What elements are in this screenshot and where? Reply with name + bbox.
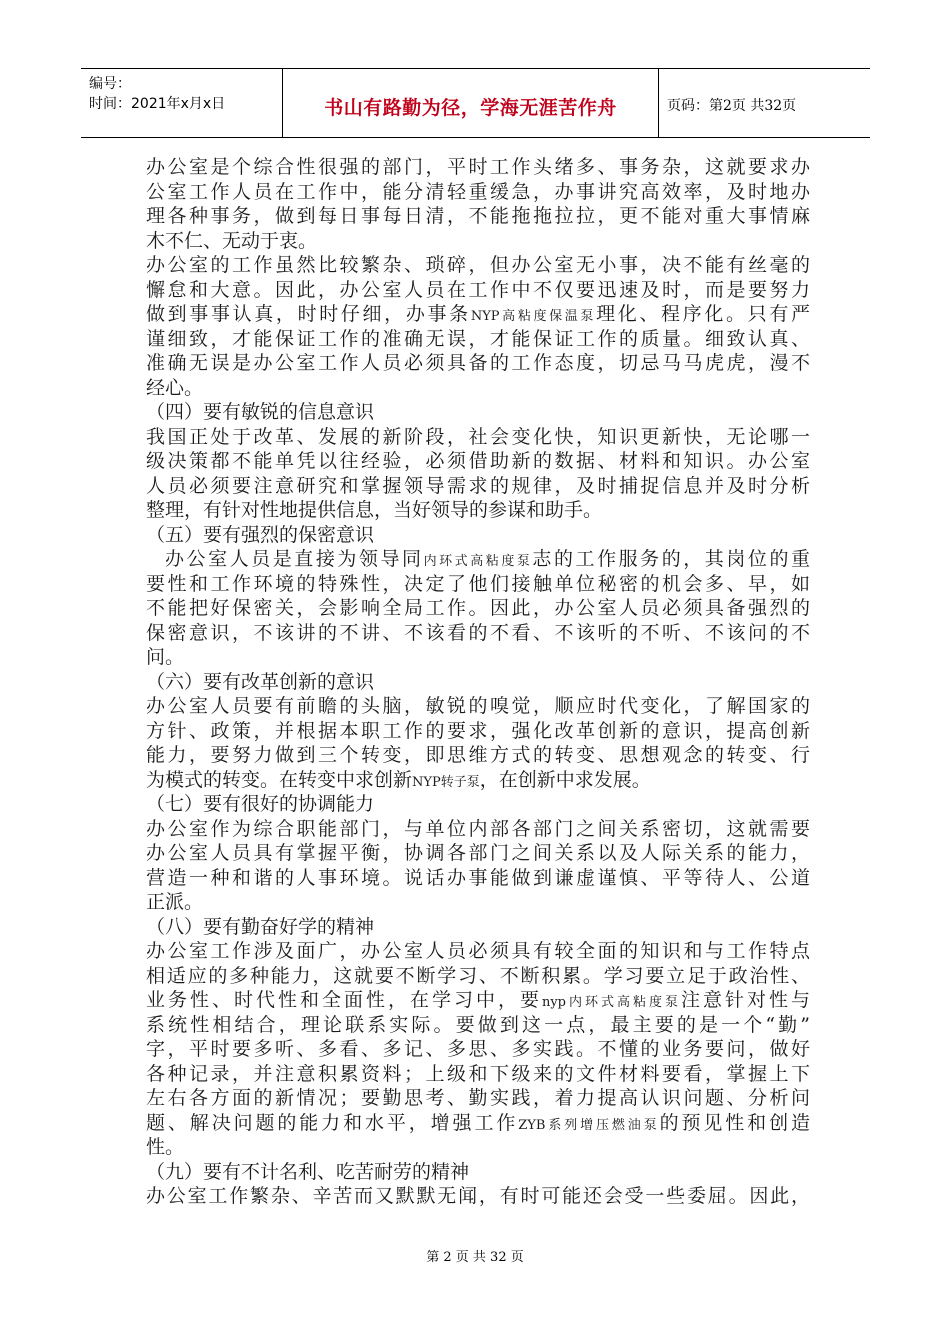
page-footer: 第 2 页 共 32 页: [426, 1250, 524, 1265]
section-heading: [146, 670, 810, 695]
text-line: [146, 155, 810, 180]
text-line: [146, 327, 810, 352]
line-text: 办公室工作涉及面广，办公室人员必须具有较全面的知识和与工作特点: [146, 940, 810, 962]
line-text: 级决策都不能单凭以往经验，必须借助新的数据、材料和知识。办公室: [146, 450, 810, 472]
text-line: [146, 547, 810, 572]
text-line: [146, 743, 810, 768]
line-text: 要性和工作环境的特殊性，决定了他们接触单位秘密的机会多、早，如: [146, 572, 810, 595]
text-line: [146, 964, 810, 989]
line-text: 办公室人员要有前瞻的头脑，敏锐的嗅觉，顺应时代变化，了解国家的: [146, 695, 810, 717]
line-text: 性。: [146, 1136, 185, 1158]
text-line: [146, 449, 810, 474]
text-line: [146, 841, 810, 866]
section-heading: [146, 523, 810, 548]
line-text: 为模式的转变。在转变中求创新: [146, 768, 413, 791]
text-line: [146, 253, 810, 278]
header-page-cell: [659, 69, 870, 137]
line-text: 理各种事务，做到每日事每日清，不能拖拖拉拉，更不能对重大事情麻: [146, 205, 810, 227]
line-text: 营造一种和谐的人事环境。说话办事能做到谦虚谨慎、平等待人、公道: [146, 866, 810, 889]
text-line: [146, 498, 810, 523]
section-heading: [146, 1160, 810, 1185]
line-text: 办公室人员具有掌握平衡，协调各部门之间关系以及人际关系的能力，: [146, 842, 810, 864]
page-header: [81, 68, 870, 138]
text-line: [146, 351, 810, 376]
line-text: （七）要有很好的协调能力: [146, 793, 375, 815]
line-text: 整理，有针对性地提供信息，当好领导的参谋和助手。: [146, 499, 603, 521]
section-heading: [146, 915, 810, 940]
line-text: 字，平时要多听、多看、多记、多思、多实践。不懂的业务要问，做好: [146, 1038, 810, 1060]
line-text: 正派。: [146, 891, 204, 913]
inline-product-name: ZYB系列增压燃油泵: [518, 1117, 660, 1133]
text-line: [146, 1111, 810, 1136]
text-line: [146, 1184, 810, 1209]
line-text: 做到事事认真，时时仔细，办事条: [146, 303, 471, 325]
text-line: [146, 817, 810, 842]
line-text: 办公室是个综合性很强的部门，平时工作头绪多、事务杂，这就要求办: [146, 156, 810, 178]
line-text: 系统性相结合，理论联系实际。要做到这一点，最主要的是一个“勤”: [146, 1013, 810, 1036]
document-body: [146, 155, 810, 1209]
line-text: （六）要有改革创新的意识: [146, 670, 375, 693]
line-text: 办公室人员是直接为领导同: [165, 548, 424, 570]
inline-product-name: NYP高粘度保温泵: [470, 309, 597, 324]
section-heading: [146, 792, 810, 817]
line-text: 相适应的多种能力，这就要不断学习、不断积累。学习要立足于政治性、: [146, 964, 810, 987]
line-text: 方针、政策，并根据本职工作的要求，强化改革创新的意识，提高创新: [146, 719, 810, 742]
line-text: （五）要有强烈的保密意识: [146, 523, 375, 546]
line-text-continued: 理化、程序化。只有严: [596, 303, 810, 325]
line-text: 保密意识，不该讲的不讲、不该看的不看、不该听的不听、不该问的不: [146, 621, 810, 644]
text-line: [146, 694, 810, 719]
line-text: 办公室工作繁杂、辛苦而又默默无闻，有时可能还会受一些委屈。因此，: [146, 1185, 810, 1207]
motto-text: 书山有路勤为径，学海无涯苦作舟: [324, 97, 617, 119]
line-text: 左右各方面的新情况；要勤思考、勤实践，着力提高认识问题、分析问: [146, 1087, 810, 1109]
line-text: 题、解决问题的能力和水平，增强工作: [146, 1111, 519, 1134]
text-line: [146, 376, 810, 401]
document-id-label: 编号：: [89, 76, 131, 92]
line-text: 问。: [146, 646, 185, 668]
text-line: [146, 229, 810, 254]
line-text: 公室工作人员在工作中，能分清轻重缓急，办事讲究高效率，及时地办: [146, 180, 810, 203]
text-line: [146, 1013, 810, 1038]
line-text: 准确无误是办公室工作人员必须具备的工作态度，切忌马马虎虎，漫不: [146, 352, 810, 374]
text-line: [146, 1135, 810, 1160]
line-text: 人员必须要注意研究和掌握领导需求的规律，及时捕捉信息并及时分析: [146, 474, 810, 497]
text-line: [146, 1037, 810, 1062]
header-motto-cell: [283, 69, 659, 137]
text-line: [146, 645, 810, 670]
line-text: 业务性、时代性和全面性，在学习中，要: [146, 989, 542, 1011]
line-text-continued: 志的工作服务的，其岗位的重: [532, 548, 810, 570]
text-line: [146, 1086, 810, 1111]
text-line: [146, 719, 810, 744]
line-text-continued: 的预见性和创造: [659, 1111, 810, 1134]
line-text: 不能把好保密关，会影响全局工作。因此，办公室人员必须具备强烈的: [146, 597, 810, 619]
inline-product-name: nyp内环式高粘度泵: [541, 995, 681, 1010]
text-line: [146, 278, 810, 303]
section-heading: [146, 400, 810, 425]
text-line: [146, 768, 810, 793]
line-text: 懈怠和大意。因此，办公室人员在工作中不仅要迅速及时，而是要努力: [146, 278, 810, 301]
text-line: [146, 474, 810, 499]
text-line: [146, 596, 810, 621]
text-line: [146, 890, 810, 915]
line-text: 办公室的工作虽然比较繁杂、琐碎，但办公室无小事，决不能有丝毫的: [146, 254, 810, 276]
line-text-continued: 注意针对性与: [681, 989, 810, 1011]
line-text: 办公室作为综合职能部门，与单位内部各部门之间关系密切，这就需要: [146, 817, 810, 840]
text-line: [146, 572, 810, 597]
text-line: [146, 621, 810, 646]
text-line: [146, 939, 810, 964]
header-info-cell: [81, 69, 283, 137]
line-text: 谨细致，才能保证工作的准确无误，才能保证工作的质量。细致认真、: [146, 327, 810, 350]
line-text: 我国正处于改革、发展的新阶段，社会变化快，知识更新快，无论哪一: [146, 425, 810, 448]
line-text-continued: ，在创新中求发展。: [479, 768, 651, 791]
line-text: 经心。: [146, 376, 204, 399]
text-line: [146, 988, 810, 1013]
text-line: [146, 302, 810, 327]
text-line: [146, 1062, 810, 1087]
line-text: （九）要有不计名利、吃苦耐劳的精神: [146, 1160, 470, 1183]
line-text: 木不仁、无动于衷。: [146, 229, 318, 252]
line-text: （四）要有敏锐的信息意识: [146, 401, 375, 423]
page-code: 页码：第2页 共32页: [667, 98, 797, 114]
inline-product-name: NYP转子泵: [412, 774, 480, 790]
line-text: 能力，要努力做到三个转变，即思维方式的转变、思想观念的转变、行: [146, 744, 810, 766]
text-line: [146, 180, 810, 205]
text-line: [146, 866, 810, 891]
text-line: [146, 204, 810, 229]
text-line: [146, 425, 810, 450]
line-text: 各种记录，并注意积累资料；上级和下级来的文件材料要看，掌握上下: [146, 1062, 810, 1085]
document-date: 时间：2021年x月x日: [89, 96, 226, 112]
line-text: （八）要有勤奋好学的精神: [146, 915, 375, 938]
inline-product-name: 内环式高粘度泵: [423, 554, 533, 569]
